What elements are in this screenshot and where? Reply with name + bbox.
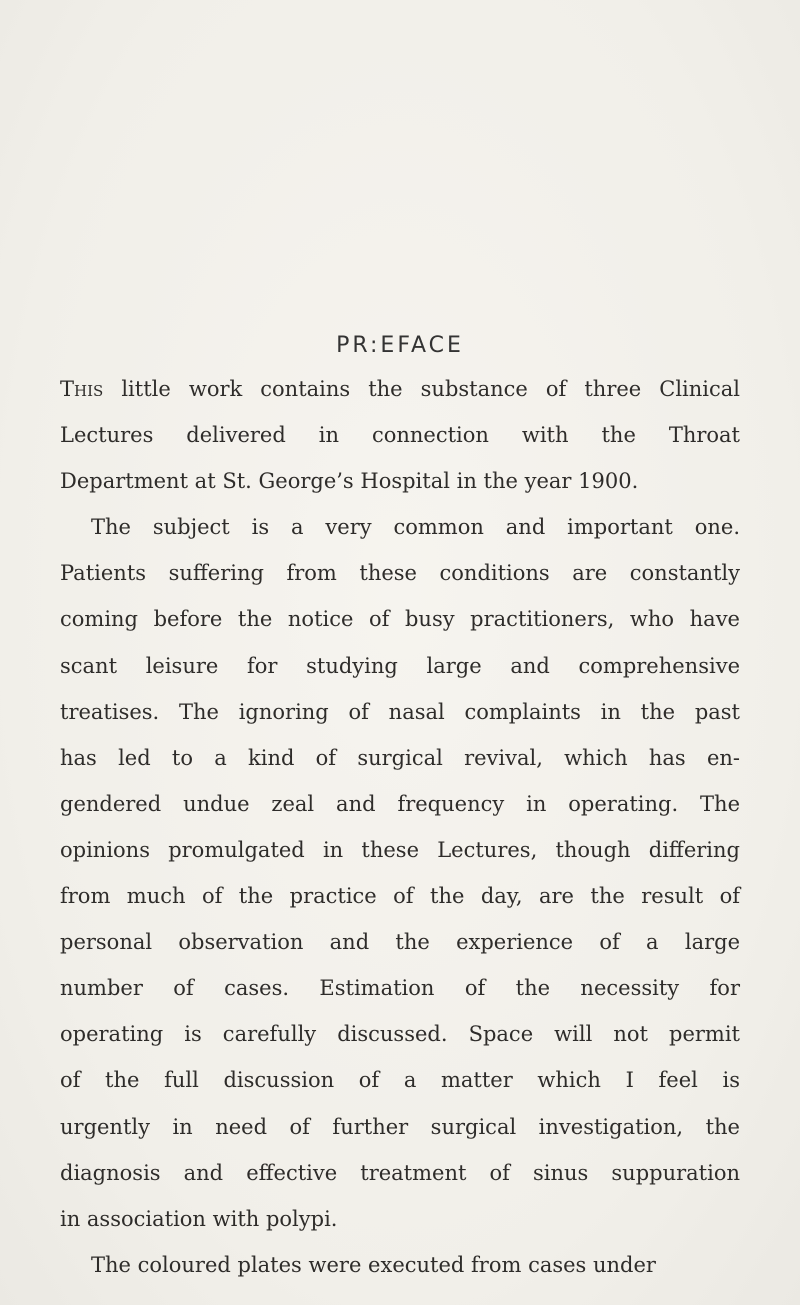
body-text bbox=[60, 366, 740, 1288]
text-line: personal observation and the experience of a large bbox=[60, 930, 740, 955]
text-line: The subject is a very common and important one. bbox=[91, 515, 740, 540]
text-line: urgently in need of further surgical investigation, the bbox=[60, 1114, 740, 1139]
text-line: number of cases. Estimation of the necessity for bbox=[60, 976, 740, 1001]
opening-word: This bbox=[60, 377, 104, 401]
text-line: from much of the practice of the day, are the result of bbox=[60, 884, 740, 909]
text-line: coming before the notice of busy practitioners, who have bbox=[60, 607, 740, 632]
text-line: gendered undue zeal and frequency in operating. The bbox=[60, 791, 740, 816]
text-line: Department at St. George’s Hospital in the year 1900. bbox=[60, 469, 639, 494]
text-line: Lectures delivered in connection with the Throat bbox=[60, 423, 740, 448]
text-line: opinions promulgated in these Lectures, though differing bbox=[60, 837, 740, 862]
text-line: The coloured plates were executed from cases under bbox=[91, 1252, 656, 1277]
text-line: Patients suffering from these conditions are constantly bbox=[60, 561, 740, 586]
text-line: treatises. The ignoring of nasal complaints in the past bbox=[60, 699, 740, 724]
text-line: operating is carefully discussed. Space will not permit bbox=[60, 1022, 740, 1047]
page-title: PR:EFACE bbox=[336, 333, 464, 358]
text-line: scant leisure for studying large and comprehensive bbox=[60, 653, 740, 678]
text-line: diagnosis and effective treatment of sinus suppuration bbox=[60, 1160, 740, 1185]
text-line: in association with polypi. bbox=[60, 1206, 338, 1231]
text-line: of the full discussion of a matter which I feel is bbox=[60, 1068, 740, 1093]
text-line: This little work contains the substance of three Clinical bbox=[60, 377, 740, 401]
text-line: has led to a kind of surgical revival, which has en- bbox=[60, 745, 740, 770]
